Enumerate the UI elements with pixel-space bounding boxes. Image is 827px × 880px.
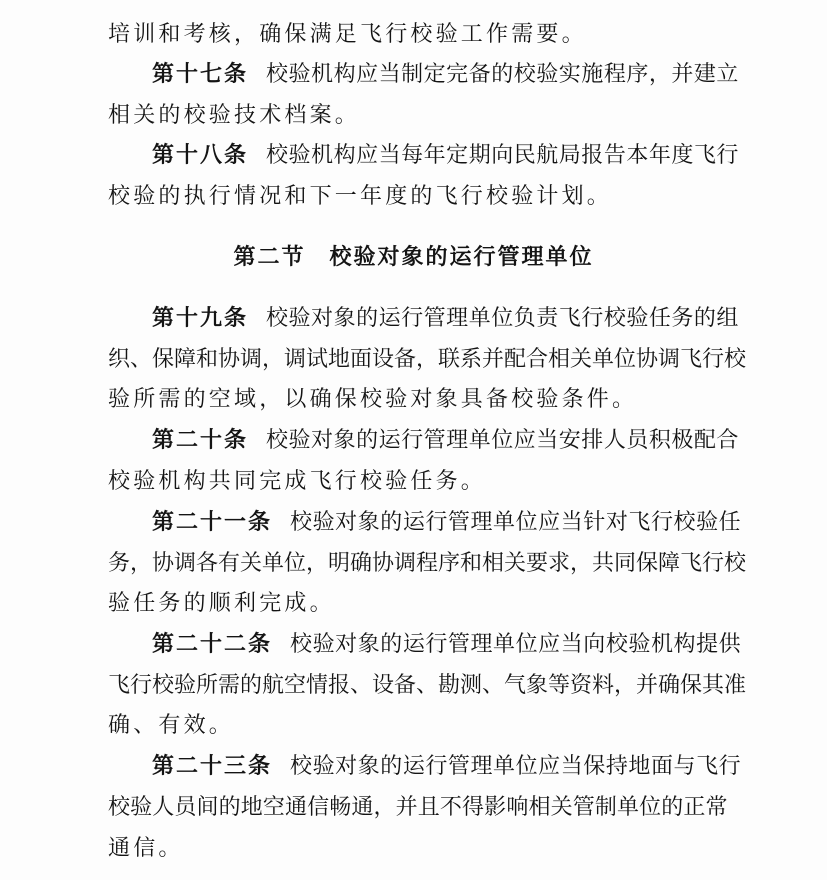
text-line: 通信。	[108, 836, 184, 861]
article-17-text: 校验机构应当制定完备的校验实施程序，并建立	[266, 62, 739, 87]
text-line: 织、保障和协调，调试地面设备，联系并配合相关单位协调飞行校	[108, 347, 747, 372]
article-18-text: 校验机构应当每年定期向民航局报告本年度飞行	[266, 143, 739, 168]
article-21-title: 第二十一条	[152, 510, 273, 535]
text-line: 相关的校验技术档案。	[108, 103, 361, 128]
article-18-title: 第十八条	[152, 143, 249, 168]
article-21-text: 校验对象的运行管理单位应当针对飞行校验任	[290, 510, 742, 535]
article-19-first-line	[152, 304, 739, 334]
article-22-first-line	[152, 630, 742, 660]
article-20-title: 第二十条	[152, 428, 249, 453]
article-17-title: 第十七条	[152, 62, 249, 87]
article-19-title: 第十九条	[152, 306, 249, 331]
section-number: 第二节	[233, 245, 306, 270]
text-line: 验所需的空域，以确保校验对象具备校验条件。	[108, 387, 638, 412]
text-line: 务，协调各有关单位，明确协调程序和相关要求，共同保障飞行校	[108, 551, 747, 576]
article-17-first-line	[152, 60, 739, 90]
article-23-text: 校验对象的运行管理单位应当保持地面与飞行	[290, 754, 742, 779]
article-20-first-line	[152, 426, 739, 456]
text-line: 培训和考核，确保满足飞行校验工作需要。	[108, 22, 587, 47]
text-line: 确、有效。	[108, 713, 235, 738]
article-23-title: 第二十三条	[152, 754, 273, 779]
article-20-text: 校验对象的运行管理单位应当安排人员积极配合	[266, 428, 739, 453]
text-line: 飞行校验所需的航空情报、设备、勘测、气象等资料，并确保其准	[108, 673, 747, 698]
article-21-first-line	[152, 508, 742, 538]
article-22-text: 校验对象的运行管理单位应当向校验机构提供	[290, 632, 742, 657]
section-heading	[0, 243, 827, 273]
article-22-title: 第二十二条	[152, 632, 273, 657]
article-18-first-line	[152, 141, 739, 171]
text-line: 校验机构共同完成飞行校验任务。	[108, 469, 487, 494]
text-line: 校验人员间的地空通信畅通，并且不得影响相关管制单位的正常	[108, 795, 728, 820]
article-23-first-line	[152, 752, 742, 782]
section-title: 校验对象的运行管理单位	[329, 245, 594, 270]
text-line: 校验的执行情况和下一年度的飞行校验计划。	[108, 184, 613, 209]
article-19-text: 校验对象的运行管理单位负责飞行校验任务的组	[266, 306, 739, 331]
text-line: 验任务的顺利完成。	[108, 591, 335, 616]
